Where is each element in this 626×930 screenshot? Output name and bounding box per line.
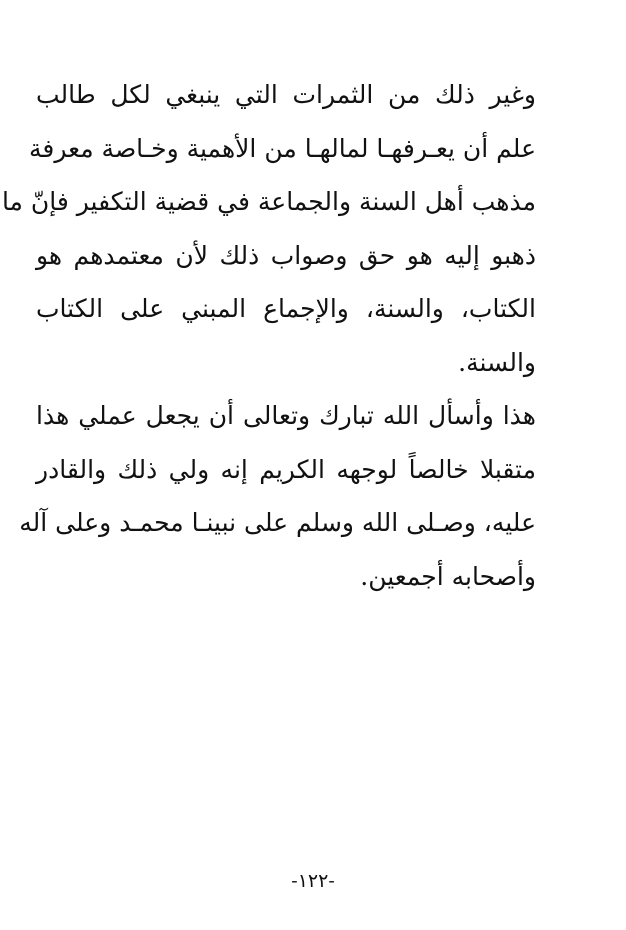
text-line: الكتاب، والسنة، والإجماع المبني على الكتاب bbox=[36, 294, 536, 323]
text-line: هذا وأسأل الله تبارك وتعالى أن يجعل عملي هذا bbox=[36, 401, 536, 430]
paragraph-2 bbox=[19, 389, 536, 603]
text-line: وغير ذلك من الثمرات التي ينبغي لكل طالب bbox=[36, 80, 536, 109]
body-text bbox=[1, 68, 536, 603]
text-line: ذهبو إليه هو حق وصواب ذلك لأن معتمدهم هو bbox=[36, 240, 536, 270]
text-line: علم أن يعـرفهـا لمالهـا من الأهمية وخـاصة معرفة bbox=[29, 133, 536, 163]
text-line: مذهب أهل السنة والجماعة في قضية التكفير فإنّ ما bbox=[1, 187, 536, 216]
text-line: والسنة. bbox=[458, 347, 536, 377]
page-number: -١٢٢- bbox=[291, 870, 335, 892]
text-line: وأصحابه أجمعين. bbox=[360, 561, 536, 591]
text-line: عليه، وصـلى الله وسلم على نبينـا محمـد وعلى آله bbox=[19, 508, 536, 537]
text-line: متقبلا خالصاً لوجهه الكريم إنه ولي ذلك والقادر bbox=[36, 454, 536, 484]
paragraph-1 bbox=[1, 68, 536, 389]
